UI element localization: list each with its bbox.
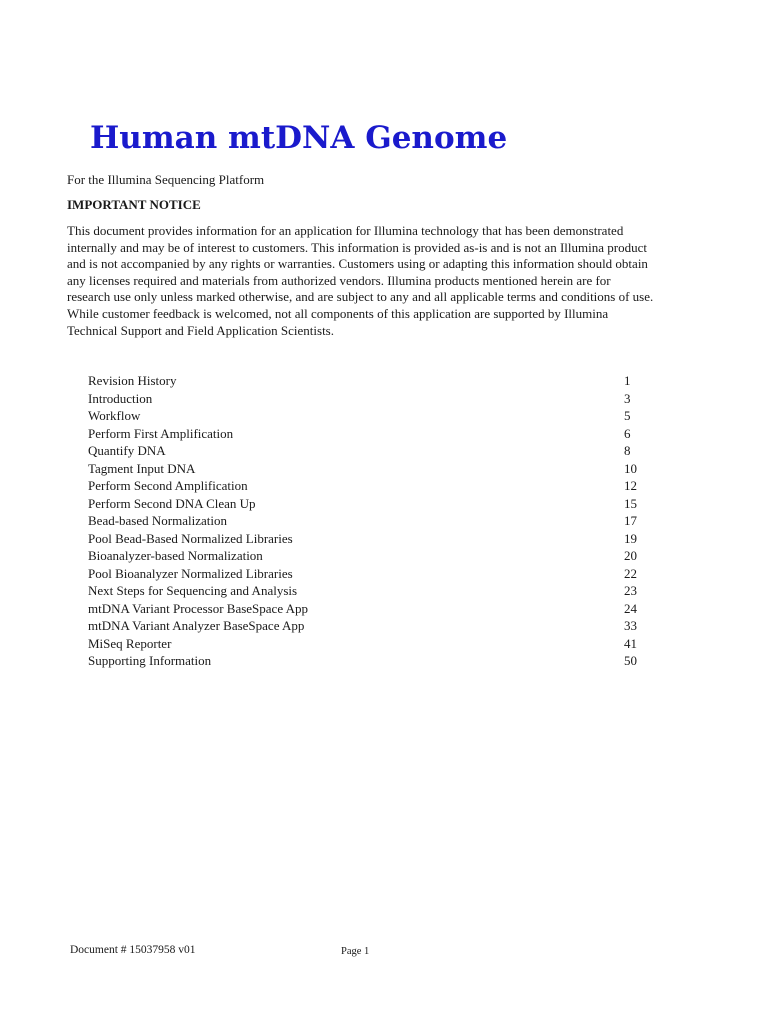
toc-entry-label[interactable]: Bioanalyzer-based Normalization	[88, 548, 263, 563]
toc-entry-label[interactable]: Pool Bioanalyzer Normalized Libraries	[88, 565, 293, 581]
toc-entry[interactable]	[88, 547, 648, 565]
toc-entry-label[interactable]: Tagment Input DNA	[88, 460, 196, 476]
toc-entry[interactable]	[88, 617, 648, 635]
toc-entry-label[interactable]: Pool Bead-Based Normalized Libraries	[88, 530, 293, 546]
toc-entry-label[interactable]: Perform Second DNA Clean Up	[88, 495, 256, 511]
toc-entry[interactable]	[88, 425, 648, 443]
toc-entry[interactable]	[88, 460, 648, 478]
toc-entry-label[interactable]: mtDNA Variant Processor BaseSpace App	[88, 600, 309, 616]
toc-entry[interactable]	[88, 407, 648, 425]
toc-entry-page: 24	[624, 600, 637, 616]
toc-entry-label[interactable]: MiSeq Reporter	[88, 635, 172, 651]
toc-entry-label[interactable]: Supporting Information	[88, 653, 212, 668]
toc-entry-page: 22	[624, 565, 637, 581]
toc-entry[interactable]	[88, 565, 648, 583]
toc-entry-page: 23	[624, 583, 637, 598]
toc-entry[interactable]	[88, 512, 648, 530]
toc-entry-page: 41	[624, 635, 637, 651]
toc-entry-page: 6	[624, 425, 631, 441]
toc-entry-page: 12	[624, 478, 637, 493]
toc-entry[interactable]	[88, 477, 648, 495]
document-subtitle: For the Illumina Sequencing Platform	[67, 172, 265, 187]
toc-entry-page: 15	[624, 495, 637, 511]
important-notice-body: This document provides information for an application for Illumina technology that has been demonstrated internally and may be of interest to customers. This information is provided as-is and is not an Illumina product and is not accompanied by any rights or warranties. Customers using or adapting this information should obtain any licenses required and materials from authorized vendors. Illumina products mentioned herein are for research use only unless marked otherwise, and are subject to any and all applicable terms and conditions of use. While customer feedback is welcomed, not all components of this application are supported by Illumina Technical Support and Field Application Scientists.	[67, 223, 654, 338]
toc-entry-label[interactable]: Workflow	[88, 408, 141, 423]
toc-entry-label[interactable]: Bead-based Normalization	[88, 513, 227, 528]
toc-entry-label[interactable]: mtDNA Variant Analyzer BaseSpace App	[88, 618, 305, 633]
toc-entry-label[interactable]: Revision History	[88, 373, 177, 388]
toc-entry-label[interactable]: Next Steps for Sequencing and Analysis	[88, 583, 298, 598]
toc-entry[interactable]	[88, 582, 648, 600]
toc-entry-page: 50	[624, 653, 637, 668]
toc-entry-page: 5	[624, 408, 631, 423]
toc-entry[interactable]	[88, 442, 648, 460]
page-number: Page 1	[341, 946, 370, 957]
toc-entry-page: 10	[624, 460, 637, 476]
table-of-contents	[88, 372, 648, 670]
toc-entry-page: 19	[624, 530, 637, 546]
toc-entry-page: 8	[624, 443, 631, 458]
toc-entry-label[interactable]: Perform Second Amplification	[88, 478, 248, 493]
toc-entry-page: 33	[624, 618, 637, 633]
toc-entry[interactable]	[88, 372, 648, 390]
toc-entry[interactable]	[88, 390, 648, 408]
document-number: Document # 15037958 v01	[70, 944, 196, 956]
toc-entry-page: 1	[624, 373, 631, 388]
toc-entry-page: 17	[624, 513, 637, 528]
toc-entry-label[interactable]: Introduction	[88, 390, 153, 406]
toc-entry-label[interactable]: Perform First Amplification	[88, 425, 234, 441]
document-title: Human mtDNA Genome	[90, 120, 508, 156]
toc-entry[interactable]	[88, 495, 648, 513]
toc-entry-label[interactable]: Quantify DNA	[88, 443, 166, 458]
toc-entry[interactable]	[88, 600, 648, 618]
toc-entry-page: 20	[624, 548, 637, 563]
toc-entry[interactable]	[88, 530, 648, 548]
toc-entry-page: 3	[624, 390, 631, 406]
toc-entry[interactable]	[88, 652, 648, 670]
important-notice-heading: IMPORTANT NOTICE	[67, 197, 201, 212]
toc-entry[interactable]	[88, 635, 648, 653]
